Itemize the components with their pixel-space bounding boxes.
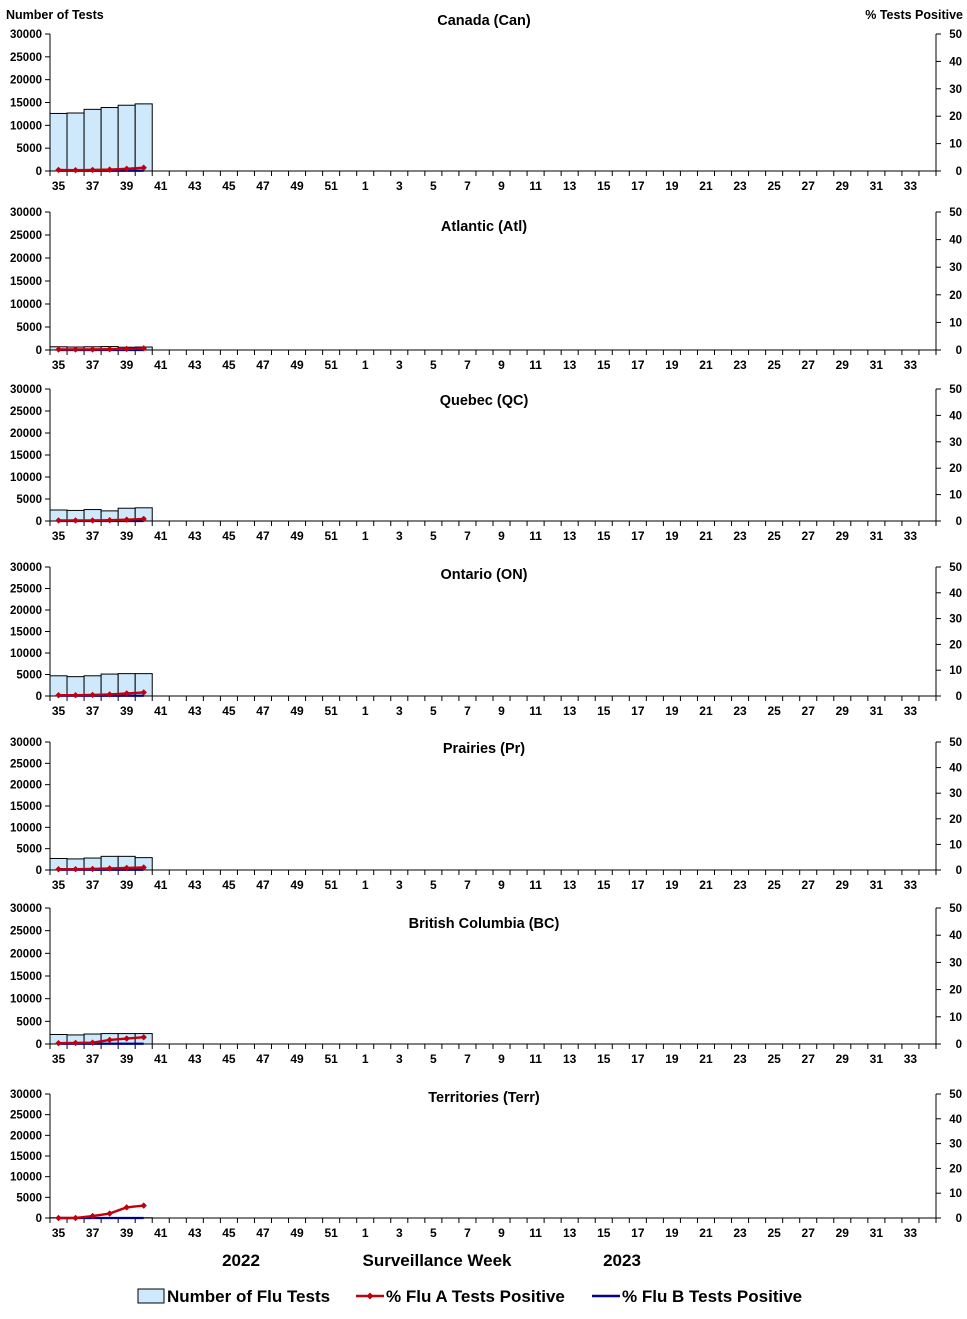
y2-tick-label: 20 [949, 984, 962, 997]
x-tick-label: 39 [119, 358, 134, 372]
y-tick-label: 30000 [10, 29, 42, 41]
x-tick-label: 7 [464, 358, 471, 372]
x-tick-label: 7 [464, 179, 471, 193]
y-tick-label: 20000 [10, 605, 42, 617]
x-tick-label: 39 [119, 704, 134, 718]
x-tick-label: 49 [290, 704, 304, 718]
y-tick-label: 0 [35, 1213, 42, 1225]
legend-bar-swatch [138, 1289, 164, 1303]
y-tick-label: 15000 [10, 626, 42, 639]
x-tick-label: 17 [631, 179, 645, 193]
y2-tick-label: 40 [949, 930, 962, 943]
y-tick-label: 25000 [10, 1109, 42, 1122]
y2-tick-label: 50 [949, 903, 962, 915]
x-tick-label: 47 [256, 358, 270, 372]
y2-tick-label: 30 [949, 436, 962, 449]
y-tick-label: 10000 [10, 648, 42, 660]
x-tick-label: 37 [85, 529, 100, 543]
x-tick-label: 49 [290, 179, 304, 193]
legend [138, 1287, 802, 1306]
x-tick-label: 27 [801, 1052, 815, 1066]
x-tick-label: 17 [631, 529, 645, 543]
y-tick-label: 15000 [10, 1151, 42, 1163]
x-tick-label: 51 [324, 1226, 338, 1240]
y-tick-label: 20000 [10, 428, 42, 440]
x-tick-label: 37 [85, 704, 100, 718]
y2-tick-label: 20 [949, 1163, 962, 1176]
legend-label-flu-b: % Flu B Tests Positive [622, 1287, 803, 1306]
x-tick-label: 35 [51, 179, 66, 193]
x-tick-label: 5 [430, 878, 437, 892]
x-tick-label: 27 [801, 704, 815, 718]
y-tick-label: 15000 [10, 801, 42, 813]
x-tick-label: 35 [51, 878, 66, 892]
x-tick-label: 51 [324, 529, 338, 543]
x-tick-label: 29 [835, 1052, 849, 1066]
flu-a-line [59, 348, 144, 349]
x-tick-label: 49 [290, 878, 304, 892]
x-tick-label: 9 [498, 1052, 505, 1066]
x-tick-label: 39 [119, 1052, 134, 1066]
x-tick-label: 45 [222, 1052, 236, 1066]
x-tick-label: 1 [361, 1052, 369, 1066]
x-tick-label: 15 [597, 1226, 611, 1240]
x-tick-label: 15 [597, 878, 611, 892]
x-tick-label: 9 [498, 1226, 505, 1240]
x-tick-label: 29 [835, 878, 849, 892]
x-tick-label: 11 [529, 878, 542, 892]
panel-title: Atlantic (Atl) [440, 219, 528, 235]
x-tick-label: 15 [597, 529, 611, 543]
y2-tick-label: 30 [949, 613, 962, 626]
y-tick-label: 0 [35, 516, 42, 528]
x-tick-label: 1 [361, 358, 369, 372]
x-tick-label: 23 [733, 1052, 747, 1066]
panel-title: Territories (Terr) [428, 1090, 540, 1106]
y2-tick-label: 0 [955, 691, 962, 703]
y2-tick-label: 30 [949, 262, 962, 275]
x-tick-label: 11 [529, 179, 542, 193]
y2-tick-label: 0 [955, 1039, 962, 1051]
y-tick-label: 30000 [10, 903, 42, 915]
x-tick-label: 51 [324, 704, 338, 718]
x-tick-label: 9 [498, 358, 505, 372]
x-tick-label: 13 [562, 1226, 577, 1240]
x-tick-label: 31 [869, 179, 884, 193]
x-tick-label: 45 [222, 358, 236, 372]
y2-tick-label: 50 [949, 29, 962, 41]
y-tick-label: 15000 [10, 276, 42, 288]
x-tick-label: 13 [562, 358, 577, 372]
x-tick-label: 29 [835, 704, 849, 718]
x-tick-label: 3 [395, 878, 403, 892]
y-tick-label: 0 [35, 345, 42, 357]
x-tick-label: 9 [498, 704, 505, 718]
x-tick-label: 19 [665, 529, 679, 543]
y-tick-label: 10000 [10, 822, 42, 835]
x-tick-label: 19 [665, 1052, 679, 1066]
y2-tick-label: 40 [949, 587, 962, 600]
x-tick-label: 49 [290, 1052, 304, 1066]
x-tick-label: 31 [869, 704, 884, 718]
y-tick-label: 10000 [10, 299, 42, 311]
x-tick-label: 41 [154, 878, 168, 892]
x-tick-label: 39 [119, 878, 134, 892]
y-tick-label: 5000 [16, 322, 42, 334]
x-tick-label: 5 [430, 358, 437, 372]
x-tick-label: 5 [430, 1052, 437, 1066]
x-tick-label: 43 [188, 1226, 202, 1240]
y-tick-label: 20000 [10, 74, 42, 87]
x-tick-label: 45 [222, 704, 236, 718]
x-tick-label: 25 [767, 529, 781, 543]
x-tick-label: 13 [562, 529, 577, 543]
legend-label-tests: Number of Flu Tests [167, 1287, 331, 1306]
x-tick-label: 45 [222, 179, 236, 193]
y2-tick-label: 20 [949, 639, 962, 652]
x-tick-label: 11 [529, 358, 542, 372]
y2-tick-label: 20 [949, 289, 962, 302]
panel-title: Prairies (Pr) [442, 741, 526, 757]
x-tick-label: 35 [51, 529, 66, 543]
bar-tests [84, 109, 101, 171]
x-tick-label: 15 [597, 179, 611, 193]
panel-title: Canada (Can) [437, 13, 531, 29]
y-tick-label: 0 [35, 865, 42, 877]
y-tick-label: 30000 [10, 562, 42, 574]
y-tick-label: 0 [35, 166, 42, 178]
x-tick-label: 31 [869, 1052, 884, 1066]
y-tick-label: 5000 [16, 669, 42, 682]
y2-tick-label: 20 [949, 111, 962, 124]
x-tick-label: 19 [665, 704, 679, 718]
x-tick-label: 7 [464, 704, 471, 718]
y-tick-label: 10000 [10, 993, 42, 1006]
x-tick-label: 41 [154, 358, 168, 372]
x-tick-label: 37 [85, 179, 100, 193]
x-tick-label: 29 [835, 529, 849, 543]
y-tick-label: 5000 [16, 1016, 42, 1029]
y2-tick-label: 40 [949, 762, 962, 775]
x-tick-label: 27 [801, 529, 815, 543]
y2-tick-label: 10 [949, 138, 962, 151]
x-tick-label: 43 [188, 529, 202, 543]
x-tick-label: 17 [631, 1226, 645, 1240]
x-tick-label: 13 [562, 878, 577, 892]
y-tick-label: 0 [35, 1039, 42, 1051]
x-tick-label: 39 [119, 179, 134, 193]
y2-tick-label: 0 [955, 166, 962, 178]
x-tick-label: 41 [154, 1052, 168, 1066]
x-tick-label: 21 [699, 179, 713, 193]
bar-tests [118, 105, 135, 171]
x-tick-label: 31 [869, 358, 884, 372]
x-tick-label: 43 [188, 878, 202, 892]
bar-tests [101, 108, 118, 171]
y-tick-label: 25000 [10, 406, 42, 418]
x-tick-label: 17 [631, 704, 645, 718]
x-tick-label: 43 [188, 179, 202, 193]
x-tick-label: 39 [119, 529, 134, 543]
y-tick-label: 25000 [10, 583, 42, 596]
y2-tick-label: 30 [949, 83, 962, 96]
x-tick-label: 3 [395, 1052, 403, 1066]
x-tick-label: 35 [51, 704, 66, 718]
x-tick-label: 41 [154, 529, 168, 543]
x-tick-label: 21 [699, 878, 713, 892]
y2-tick-label: 20 [949, 813, 962, 826]
x-tick-label: 35 [51, 358, 66, 372]
x-tick-label: 31 [869, 529, 884, 543]
left-axis-title: Number of Tests [6, 8, 104, 22]
panel-title: Ontario (ON) [440, 567, 528, 583]
x-tick-label: 45 [222, 878, 236, 892]
bar-tests [50, 113, 67, 171]
x-tick-label: 35 [51, 1226, 66, 1240]
x-tick-label: 27 [801, 179, 815, 193]
x-tick-label: 5 [430, 179, 437, 193]
x-tick-label: 23 [733, 358, 747, 372]
x-tick-label: 25 [767, 704, 781, 718]
x-tick-label: 13 [562, 704, 577, 718]
x-tick-label: 31 [869, 1226, 884, 1240]
y2-tick-label: 40 [949, 234, 962, 247]
x-tick-label: 3 [395, 529, 403, 543]
x-tick-label: 25 [767, 878, 781, 892]
x-tick-label: 43 [188, 704, 202, 718]
x-tick-label: 21 [699, 704, 713, 718]
bar-tests [67, 113, 84, 171]
y2-tick-label: 30 [949, 957, 962, 970]
x-tick-label: 11 [529, 1226, 542, 1240]
x-tick-label: 19 [665, 878, 679, 892]
x-tick-label: 33 [903, 878, 918, 892]
x-tick-label: 21 [699, 358, 713, 372]
y2-tick-label: 10 [949, 1011, 962, 1024]
y2-tick-label: 10 [949, 317, 962, 330]
x-tick-label: 33 [903, 1226, 918, 1240]
x-tick-label: 19 [665, 1226, 679, 1240]
x-tick-label: 39 [119, 1226, 134, 1240]
y2-tick-label: 40 [949, 410, 962, 423]
y-tick-label: 10000 [10, 120, 42, 133]
x-tick-label: 33 [903, 1052, 918, 1066]
x-tick-label: 9 [498, 878, 505, 892]
y-tick-label: 10000 [10, 472, 42, 484]
x-tick-label: 7 [464, 1226, 471, 1240]
x-tick-label: 1 [361, 1226, 369, 1240]
x-tick-label: 1 [361, 704, 369, 718]
x-tick-label: 49 [290, 1226, 304, 1240]
x-tick-label: 11 [529, 529, 542, 543]
x-tick-label: 47 [256, 179, 270, 193]
y-tick-label: 5000 [16, 843, 42, 856]
y2-tick-label: 10 [949, 489, 962, 502]
x-tick-label: 27 [801, 1226, 815, 1240]
x-tick-label: 7 [464, 529, 471, 543]
y-tick-label: 15000 [10, 450, 42, 462]
legend-label-flu-a: % Flu A Tests Positive [386, 1287, 565, 1306]
x-tick-label: 5 [430, 529, 437, 543]
x-tick-label: 29 [835, 358, 849, 372]
x-tick-label: 29 [835, 1226, 849, 1240]
x-tick-label: 27 [801, 358, 815, 372]
y-tick-label: 10000 [10, 1171, 42, 1184]
x-tick-label: 15 [597, 358, 611, 372]
x-tick-label: 41 [154, 704, 168, 718]
x-tick-label: 33 [903, 704, 918, 718]
y-tick-label: 25000 [10, 758, 42, 771]
x-tick-label: 5 [430, 704, 437, 718]
x-tick-label: 49 [290, 358, 304, 372]
x-tick-label: 21 [699, 529, 713, 543]
x-tick-label: 41 [154, 179, 168, 193]
x-tick-label: 3 [395, 179, 403, 193]
y2-tick-label: 0 [955, 516, 962, 528]
x-tick-label: 33 [903, 179, 918, 193]
x-tick-label: 23 [733, 878, 747, 892]
x-tick-label: 21 [699, 1226, 713, 1240]
x-tick-label: 1 [361, 179, 369, 193]
y-tick-label: 0 [35, 691, 42, 703]
x-tick-label: 23 [733, 179, 747, 193]
x-tick-label: 7 [464, 878, 471, 892]
x-tick-label: 25 [767, 1052, 781, 1066]
x-tick-label: 51 [324, 179, 338, 193]
x-tick-label: 3 [395, 704, 403, 718]
y2-tick-label: 0 [955, 865, 962, 877]
y-tick-label: 15000 [10, 97, 42, 110]
x-tick-label: 41 [154, 1226, 168, 1240]
y-tick-label: 5000 [16, 1192, 42, 1205]
x-tick-label: 19 [665, 358, 679, 372]
y-tick-label: 20000 [10, 948, 42, 961]
x-tick-label: 45 [222, 1226, 236, 1240]
x-tick-label: 33 [903, 529, 918, 543]
x-tick-label: 1 [361, 529, 369, 543]
y2-tick-label: 50 [949, 562, 962, 574]
y2-tick-label: 50 [949, 207, 962, 219]
x-tick-label: 5 [430, 1226, 437, 1240]
x-tick-label: 11 [529, 704, 542, 718]
bar-tests [135, 104, 152, 171]
year-left-label: 2022 [222, 1251, 260, 1270]
y-tick-label: 15000 [10, 971, 42, 983]
y2-tick-label: 50 [949, 1089, 962, 1101]
x-tick-label: 43 [188, 358, 202, 372]
x-tick-label: 25 [767, 358, 781, 372]
x-tick-label: 37 [85, 1052, 100, 1066]
x-tick-label: 9 [498, 179, 505, 193]
x-tick-label: 3 [395, 358, 403, 372]
x-tick-label: 49 [290, 529, 304, 543]
x-tick-label: 23 [733, 1226, 747, 1240]
x-tick-label: 31 [869, 878, 884, 892]
x-tick-label: 47 [256, 1052, 270, 1066]
x-tick-label: 45 [222, 529, 236, 543]
x-tick-label: 51 [324, 358, 338, 372]
x-tick-label: 37 [85, 878, 100, 892]
x-tick-label: 19 [665, 179, 679, 193]
y-tick-label: 30000 [10, 207, 42, 219]
x-tick-label: 9 [498, 529, 505, 543]
x-tick-label: 33 [903, 358, 918, 372]
x-tick-label: 47 [256, 1226, 270, 1240]
x-tick-label: 27 [801, 878, 815, 892]
x-tick-label: 23 [733, 529, 747, 543]
x-tick-label: 35 [51, 1052, 66, 1066]
x-tick-label: 13 [562, 1052, 577, 1066]
y-tick-label: 20000 [10, 1130, 42, 1143]
x-tick-label: 43 [188, 1052, 202, 1066]
y2-tick-label: 30 [949, 1138, 962, 1151]
y-tick-label: 30000 [10, 1089, 42, 1101]
x-tick-label: 25 [767, 179, 781, 193]
x-tick-label: 7 [464, 1052, 471, 1066]
panel-title: British Columbia (BC) [408, 916, 560, 932]
x-tick-label: 17 [631, 878, 645, 892]
x-axis-title: Surveillance Week [362, 1251, 512, 1270]
y-tick-label: 5000 [16, 494, 42, 506]
x-tick-label: 15 [597, 1052, 611, 1066]
x-tick-label: 51 [324, 878, 338, 892]
x-tick-label: 17 [631, 358, 645, 372]
year-right-label: 2023 [603, 1251, 641, 1270]
x-tick-label: 29 [835, 179, 849, 193]
x-tick-label: 15 [597, 704, 611, 718]
x-tick-label: 37 [85, 358, 100, 372]
x-tick-label: 47 [256, 704, 270, 718]
y2-tick-label: 20 [949, 463, 962, 476]
x-tick-label: 21 [699, 1052, 713, 1066]
x-tick-label: 17 [631, 1052, 645, 1066]
y-tick-label: 25000 [10, 925, 42, 938]
panel-title: Quebec (QC) [439, 393, 529, 409]
x-tick-label: 3 [395, 1226, 403, 1240]
y-tick-label: 5000 [16, 143, 42, 156]
y2-tick-label: 10 [949, 1188, 962, 1201]
x-tick-label: 47 [256, 529, 270, 543]
y2-tick-label: 50 [949, 384, 962, 396]
y-tick-label: 25000 [10, 51, 42, 64]
y-tick-label: 20000 [10, 779, 42, 792]
y2-tick-label: 50 [949, 737, 962, 749]
x-tick-label: 11 [529, 1052, 542, 1066]
y2-tick-label: 10 [949, 839, 962, 852]
x-tick-label: 47 [256, 878, 270, 892]
x-tick-label: 25 [767, 1226, 781, 1240]
y2-tick-label: 40 [949, 1113, 962, 1126]
x-tick-label: 51 [324, 1052, 338, 1066]
y2-tick-label: 30 [949, 788, 962, 801]
y2-tick-label: 40 [949, 56, 962, 69]
x-tick-label: 23 [733, 704, 747, 718]
y2-tick-label: 10 [949, 665, 962, 678]
x-tick-label: 37 [85, 1226, 100, 1240]
y-tick-label: 30000 [10, 384, 42, 396]
y2-tick-label: 0 [955, 345, 962, 357]
y-tick-label: 25000 [10, 230, 42, 242]
y-tick-label: 30000 [10, 737, 42, 749]
right-axis-title: % Tests Positive [865, 8, 963, 22]
y2-tick-label: 0 [955, 1213, 962, 1225]
x-tick-label: 13 [562, 179, 577, 193]
y-tick-label: 20000 [10, 253, 42, 265]
x-tick-label: 1 [361, 878, 369, 892]
